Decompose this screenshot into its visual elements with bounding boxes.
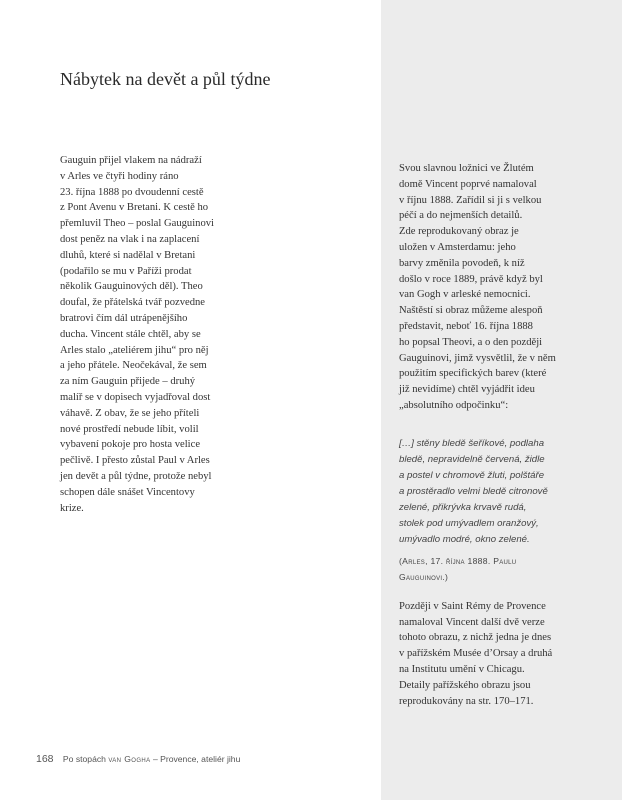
- main-text-line: v Arles ve čtyři hodiny ráno: [60, 170, 179, 182]
- sidebar-intro-line: již nevidíme) chtěl vyjádřit ideu: [399, 384, 535, 396]
- sidebar-later-line: na Institutu umění v Chicagu.: [399, 663, 525, 675]
- source-line: Gauguinovi.): [399, 571, 449, 582]
- sidebar-intro-line: Svou slavnou ložnici ve Žlutém: [399, 163, 534, 174]
- quote-line: umývadlo modré, okno zelené.: [399, 533, 530, 545]
- main-text-line: schopen dále snášet Vincentovy: [60, 486, 195, 498]
- sidebar-intro-line: Zde reprodukovaný obraz je: [399, 226, 519, 238]
- sidebar-intro-line: použitím specifických barev (které: [399, 368, 547, 380]
- sidebar-intro-line: Naštěstí si obraz můžeme alespoň: [399, 305, 543, 317]
- main-text-line: nové prostředí nebude líbit, volil: [60, 423, 199, 435]
- main-text-line: pečlivě. I přesto zůstal Paul v Arles: [60, 455, 210, 467]
- quote-source: [399, 553, 599, 585]
- book-prefix: Po stopách: [62, 754, 106, 764]
- main-text: [60, 153, 260, 516]
- sidebar-later-line: v pařížském Musée d’Orsay a druhá: [399, 648, 553, 660]
- sidebar-intro-line: „absolutního odpočinku“:: [399, 399, 509, 411]
- sidebar-intro-line: domě Vincent poprvé namaloval: [399, 178, 537, 190]
- main-text-line: přemluvil Theo – poslal Gauguinovi: [60, 218, 214, 230]
- main-text-line: váhavě. Z obav, že se jeho příteli: [60, 407, 200, 419]
- main-text-line: ducha. Vincent stále chtěl, aby se: [60, 328, 201, 340]
- main-text-line: Arles stalo „ateliérem jihu“ pro něj: [60, 344, 209, 356]
- sidebar-intro-line: Gauguinovi, jimž vysvětlil, že v něm: [399, 352, 556, 364]
- sidebar-intro-line: představit, neboť 16. října 1888: [399, 320, 533, 332]
- main-text-line: malíř se v dopisech vyjadřoval dost: [60, 391, 211, 403]
- sidebar-later-line: Detaily pařížského obrazu jsou: [399, 679, 531, 691]
- main-text-line: doufal, že přátelská tvář pozvedne: [60, 297, 206, 309]
- sidebar-later-line: Později v Saint Rémy de Provence: [399, 600, 546, 612]
- main-text-line: bratrovi čím dál utrápenějšího: [60, 312, 188, 324]
- quote-line: bledě, nepravidelně červená, židle: [399, 453, 545, 465]
- sidebar-later-line: namaloval Vincent další dvě verze: [399, 616, 545, 628]
- sidebar-later: [399, 599, 599, 710]
- sidebar-intro-line: došlo v roce 1889, právě když byl: [399, 273, 543, 285]
- letter-quote: [399, 436, 599, 548]
- main-text-line: jen devět a půl týdne, protože nebyl: [60, 470, 212, 482]
- sidebar-intro-line: péčí a do nejmenších detailů.: [399, 210, 523, 222]
- book-suffix: – Provence, ateliér jihu: [152, 754, 241, 764]
- quote-line: a prostěradlo velmi bledě citronově: [399, 485, 548, 497]
- main-text-line: z Pont Avenu v Bretani. K cestě ho: [60, 202, 209, 214]
- book-name: van Gogha: [108, 754, 151, 764]
- sidebar-intro-line: barvy změnila povodeň, k níž: [399, 257, 525, 269]
- page-footer: [36, 753, 240, 765]
- sidebar-intro-line: ho popsal Theovi, a o den později: [399, 336, 543, 348]
- main-text-line: za ním Gauguin přijede – druhý: [60, 376, 196, 388]
- main-text-line: krize.: [60, 502, 84, 514]
- main-text-line: vybavení pokoje pro hosta velice: [60, 439, 201, 451]
- sidebar-later-line: reprodukovány na str. 170–171.: [399, 695, 534, 707]
- main-text-line: Gauguin přijel vlakem na nádraží: [60, 155, 202, 166]
- sidebar-intro-line: uložen v Amsterdamu: jeho: [399, 241, 516, 253]
- sidebar-intro: [399, 161, 599, 414]
- quote-line: stolek pod umývadlem oranžový,: [399, 517, 539, 529]
- sidebar-intro-line: van Gogh v arleské nemocnici.: [399, 289, 531, 301]
- main-text-line: dost peněz na vlak i na zaplacení: [60, 233, 200, 245]
- main-text-line: několik Gauguinových děl). Theo: [60, 281, 203, 293]
- source-line: (Arles, 17. října 1888. Paulu: [399, 555, 517, 566]
- main-text-line: (podařilo se mu v Paříži prodat: [60, 265, 192, 277]
- sidebar-column: [399, 161, 599, 709]
- main-text-line: 23. října 1888 po dvoudenní cestě: [60, 186, 204, 198]
- quote-line: a postel v chromově žluti, polštáře: [399, 469, 545, 481]
- sidebar-intro-line: v říjnu 1888. Zařídil si ji s velkou: [399, 194, 542, 206]
- sidebar-later-line: tohoto obrazu, z nichž jedna je dnes: [399, 632, 552, 644]
- quote-line: zelené, přikrývka krvavě rudá,: [399, 501, 527, 513]
- main-text-line: a jeho přátele. Neočekával, že sem: [60, 360, 207, 372]
- quote-line: […] stěny bledě šeříkové, podlaha: [399, 437, 545, 449]
- page-title: Nábytek na devět a půl týdne: [60, 69, 271, 89]
- main-text-line: dluhů, které si nadělal v Bretani: [60, 249, 196, 261]
- page-number: 168: [36, 753, 54, 765]
